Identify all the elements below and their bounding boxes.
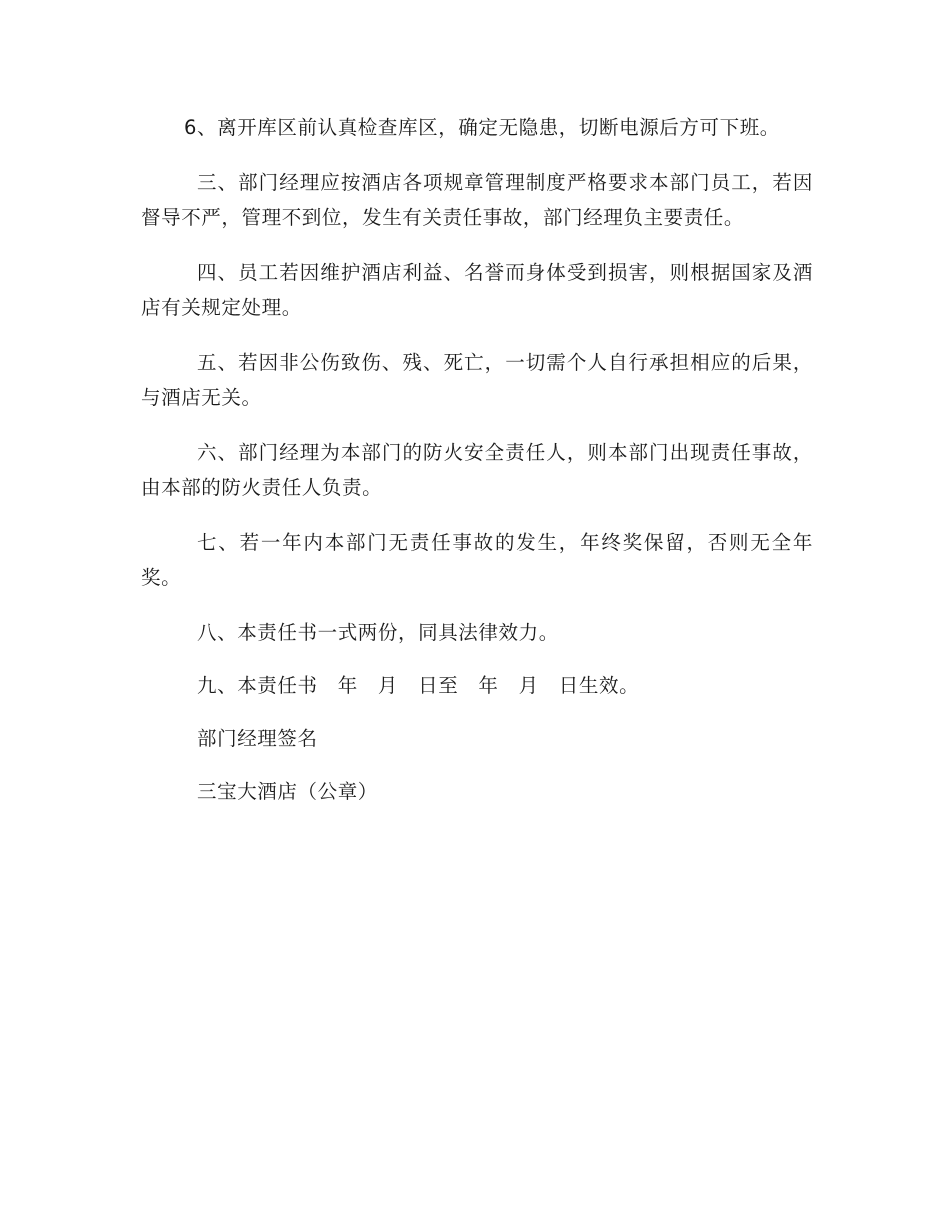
paragraph-section-4: 四、员工若因维护酒店利益、名誉而身体受到损害，则根据国家及酒店有关规定处理。 [141,261,813,319]
paragraph-section-6: 六、部门经理为本部门的防火安全责任人，则本部门出现责任事故，由本部的防火责任人负责。 [141,441,813,499]
manager-signature-line: 部门经理签名 [197,727,318,750]
paragraph-section-7: 七、若一年内本部门无责任事故的发生，年终奖保留，否则无全年奖。 [141,531,813,589]
hotel-seal-line: 三宝大酒店（公章） [197,780,378,803]
paragraph-section-8: 八、本责任书一式两份，同具法律效力。 [197,621,559,644]
paragraph-section-3: 三、部门经理应按酒店各项规章管理制度严格要求本部门员工，若因督导不严，管理不到位，发生有关责任事故，部门经理负主要责任。 [141,171,813,229]
document-body [141,110,813,827]
paragraph-section-5: 五、若因非公伤致伤、残、死亡，一切需个人自行承担相应的后果，与酒店无关。 [141,351,813,409]
paragraph-item-6: 6、离开库区前认真检查库区，确定无隐患，切断电源后方可下班。 [184,116,780,139]
paragraph-section-9: 九、本责任书 年 月 日至 年 月 日生效。 [197,674,640,697]
